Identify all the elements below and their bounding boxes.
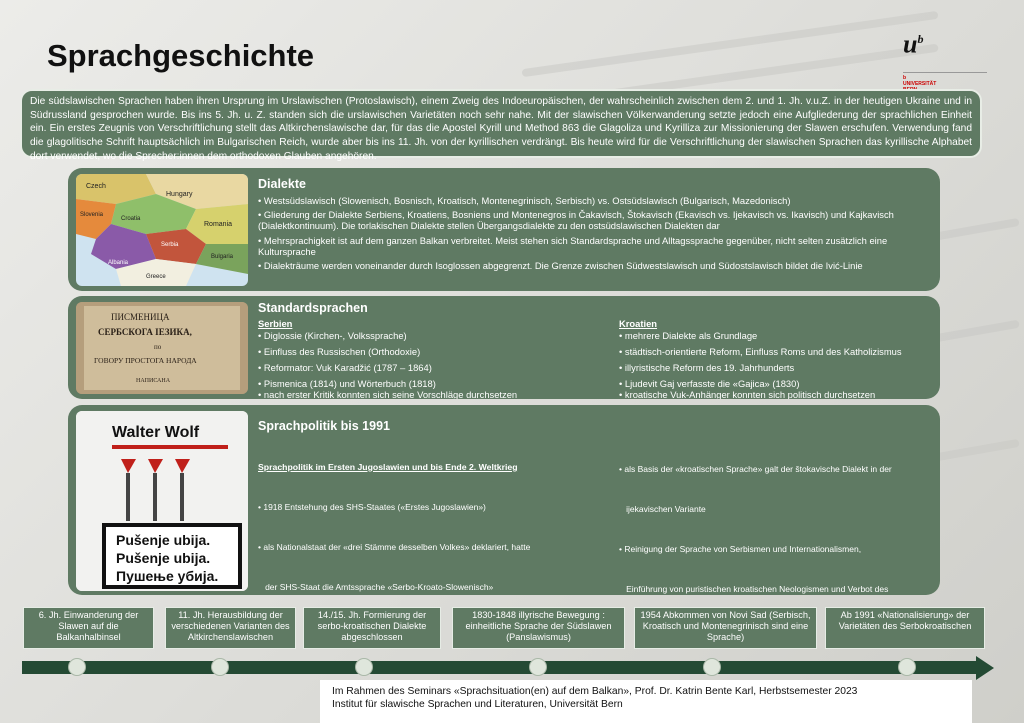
list-item: • Einfluss des Russischen (Orthodoxie)	[258, 346, 421, 357]
list-item: Einführung von puristischen kroatischen Neologismen und Verbot des	[619, 584, 889, 595]
timeline-marker	[68, 658, 86, 676]
book-line: СЕРБСКОГА ІЕЗИКА,	[98, 327, 192, 337]
serbien-title: Serbien	[258, 318, 293, 329]
politik-right-column	[619, 436, 934, 595]
list-item: der SHS-Staat die Amtssprache «Serbo-Kroato-Slowenisch»	[258, 582, 494, 593]
timeline-marker	[355, 658, 373, 676]
list-item: • kroatische Vuk-Anhänger konnten sich politisch durchsetzen	[619, 389, 876, 399]
timeline-event: Ab 1991 «Nationalisierung» der Varietäten des Serbokroatischen	[825, 607, 985, 649]
map-label: Slovenia	[80, 212, 104, 218]
list-item: • Reformator: Vuk Karadžić (1787 – 1864)	[258, 362, 432, 373]
panel-sprachpolitik	[68, 405, 940, 595]
dialekte-bullets	[258, 195, 926, 274]
map-label: Bulgaria	[211, 254, 234, 260]
serbien-column	[258, 318, 608, 399]
timeline-event: 6. Jh. Einwanderung der Slawen auf die Balkanhalbinsel	[23, 607, 154, 649]
map-label: Romania	[204, 221, 233, 228]
footer-line: Institut für slawische Sprachen und Literaturen, Universität Bern	[332, 699, 623, 711]
timeline-event: 1954 Abkommen von Novi Sad (Serbisch, Kroatisch und Montenegrinisch sind eine Sprache)	[634, 607, 817, 649]
list-item: • Diglossie (Kirchen-, Volkssprache)	[258, 330, 407, 341]
book-line: ГОВОРУ ПРОСТОГА НАРОДА	[94, 356, 197, 365]
timeline-marker	[529, 658, 547, 676]
list-item: • mehrere Dialekte als Grundlage	[619, 330, 758, 341]
list-item: • als Nationalstaat der «drei Stämme desselben Volkes» deklariert, hatte	[258, 542, 531, 553]
list-item: • Mehrsprachigkeit ist auf dem ganzen Balkan verbreitet. Meist stehen sich Standardsprache und Alltagssprache gegenüber, nicht selten zusätzlich eine Kultursprache	[258, 234, 888, 257]
warning-text: Pušenje ubija.	[116, 532, 211, 548]
intro-text: Die südslawischen Sprachen haben ihren Ursprung im Urslawischen (Protoslawisch), einem Zweig des Indoeuropäischen, der wahrscheinlich zwischen dem 2. und 1. Jh. v.u.Z. in der heutigen Ukraine und in Südrussland gesprochen wurde. Bis ins 5. Jh. u. Z. standen sich die urslawischen Varietäten noch sehr nahe. Mit der slawischen Völkerwanderung setzte jedoch eine Aufgliederung der sprachlichen Einheit ein. Ein erstes Zeugnis von Verschriftlichung stellt das Altkirchenslawische dar, für das die Apostel Kyrill und Method 863 die Glagoliza und Kyrilliza zur Missionierung der Slawen erschufen. Verwendung fand die glagolitische Schrift hauptsächlich im Bulgarischen Reich, wurde aber bis ins 11. Jh. von der kyrillischen verdrängt. Bis heute wird für die Verschriftlichung der slawischen Sprachen das kyrillische Alphabet dort verwendet, wo die Sprecher:innen dem orthodoxen Glauben angehören.	[20, 89, 982, 158]
panel-standardsprachen	[68, 296, 940, 399]
warning-text: Пушење убија.	[116, 568, 219, 584]
dialect-map-image	[76, 174, 248, 286]
map-label: Hungary	[166, 191, 193, 198]
map-label: Albania	[108, 260, 129, 266]
cigarette-pack-image	[76, 411, 248, 591]
map-label: Croatia	[121, 216, 141, 222]
timeline-event: 1830-1848 illyrische Bewegung : einheitliche Sprache der Südslawen (Panslawismus)	[452, 607, 625, 649]
timeline-event: 11. Jh. Herausbildung der verschiedenen Varianten des Altkirchenslawischen	[165, 607, 296, 649]
pismenica-book-image	[76, 302, 248, 394]
timeline-marker	[211, 658, 229, 676]
brand-label: Walter Wolf	[112, 424, 200, 441]
list-item: • Westsüdslawisch (Slowenisch, Bosnisch, Kroatisch, Montenegrinisch, Serbisch) vs. Ostsüdslawisch (Bulgarisch, Mazedonisch)	[258, 195, 791, 206]
list-item: • 1918 Entstehung des SHS-Staates («Erstes Jugoslawien»)	[258, 502, 486, 513]
list-item: • Pismenica (1814) und Wörterbuch (1818)	[258, 378, 436, 389]
timeline-marker	[703, 658, 721, 676]
list-item: • Reinigung der Sprache von Serbismen und Internationalismen,	[619, 544, 862, 555]
kroatien-column	[619, 318, 934, 399]
map-label: Serbia	[161, 242, 179, 248]
list-item: • nach erster Kritik konnten sich seine Vorschläge durchsetzen	[258, 389, 518, 399]
list-item: • als Basis der «kroatischen Sprache» galt der štokavische Dialekt in der	[619, 463, 892, 474]
timeline-bar	[22, 661, 980, 674]
list-item: • städtisch-orientierte Reform, Einfluss Roms und des Katholizismus	[619, 346, 902, 357]
warning-text: Pušenje ubija.	[116, 550, 211, 566]
kroatien-title: Kroatien	[619, 318, 658, 329]
page-title: Sprachgeschichte	[47, 38, 315, 73]
map-label: Greece	[146, 274, 166, 280]
timeline-marker	[898, 658, 916, 676]
book-line: ПИСМЕНИЦА	[111, 312, 170, 322]
book-line: НАПИСАНА	[136, 378, 171, 384]
dialekte-heading: Dialekte	[258, 177, 306, 191]
footer-line: Im Rahmen des Seminars «Sprachsituation(en) auf dem Balkan», Prof. Dr. Katrin Bente Karl, Herbstsemester 2023	[332, 686, 858, 697]
list-item: ijekavischen Variante	[619, 504, 706, 515]
list-item: • Dialekträume werden voneinander durch Isoglossen abgegrenzt. Die Grenze zwischen Südwestslawisch und Südostslawisch bildet die Ivić-Linie	[258, 260, 863, 272]
timeline-arrow-icon	[976, 656, 994, 680]
list-item: • Gliederung der Dialekte Serbiens, Kroatiens, Bosniens und Montenegros in Čakavisch, Štokavisch (Ekavisch vs. Ijekavisch vs. Ikavisch) und Kajkavisch (Dialektkontinuum). Die torlakischen Dialekte stellen Übergangsdialekte zu den ostsüdslawischen Dialekten dar	[258, 209, 894, 232]
book-line: по	[154, 343, 162, 351]
map-label: Czech	[86, 183, 106, 190]
timeline-event: 14./15. Jh. Formierung der serbo-kroatischen Dialekte abgeschlossen	[303, 607, 441, 649]
university-logo: $u^b$ b UNIVERSITÄT	[903, 26, 987, 93]
list-item: • Ljudevit Gaj verfasste die «Gajica» (1830)	[619, 378, 800, 389]
panel-dialekte	[68, 168, 940, 291]
politik-left-subtitle: Sprachpolitik im Ersten Jugoslawien und bis Ende 2. Weltkrieg	[258, 461, 518, 472]
list-item: • illyristische Reform des 19. Jahrhunderts	[619, 362, 795, 373]
politik-heading: Sprachpolitik bis 1991	[258, 419, 390, 433]
politik-left-column	[258, 434, 608, 595]
footer-credits	[320, 680, 972, 723]
standard-heading: Standardsprachen	[258, 301, 368, 315]
